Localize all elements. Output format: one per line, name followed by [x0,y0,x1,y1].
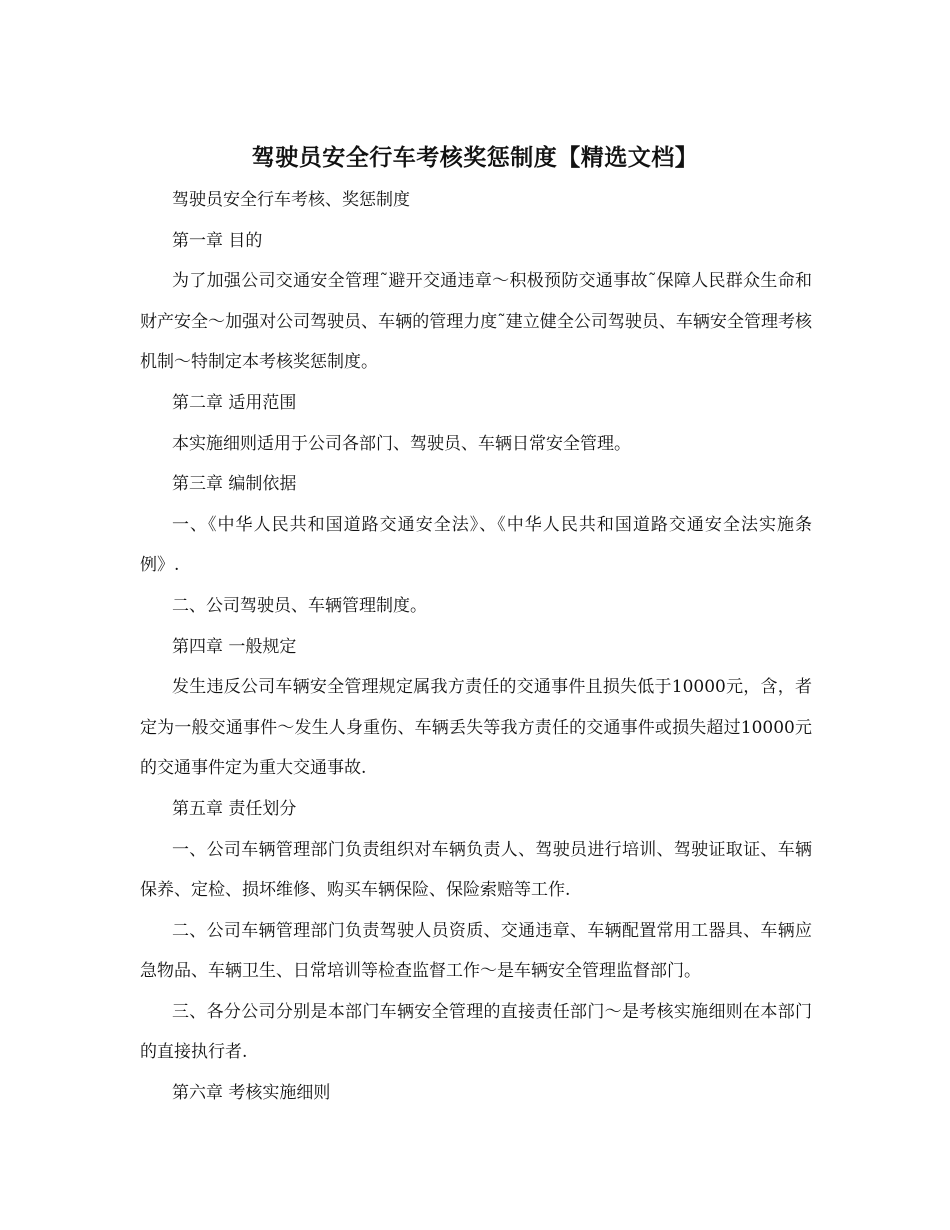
chapter-heading-5: 第五章 责任划分 [172,798,297,819]
chapter-heading-4: 第四章 一般规定 [172,636,297,657]
paragraph-responsibility-3: 三、各分公司分别是本部门车辆安全管理的直接责任部门～是考核实施细则在本部门的直接执行者. [140,1001,812,1063]
paragraph-responsibility-1: 一、公司车辆管理部门负责组织对车辆负责人、驾驶员进行培训、驾驶证取证、车辆保养、定检、损坏维修、购买车辆保险、保险索赔等工作. [140,839,812,901]
document-title: 驾驶员安全行车考核奖惩制度【精选文档】 [251,144,699,171]
document-body [140,180,812,1114]
chapter-heading-6: 第六章 考核实施细则 [172,1083,331,1104]
paragraph-basis-1: 一、《中华人民共和国道路交通安全法》、《中华人民共和国道路交通安全法实施条例》. [140,514,812,576]
paragraph-responsibility-2: 二、公司车辆管理部门负责驾驶人员资质、交通违章、车辆配置常用工器具、车辆应急物品、车辆卫生、日常培训等检查监督工作～是车辆安全管理监督部门。 [140,920,812,982]
paragraph-general-rules: 发生违反公司车辆安全管理规定属我方责任的交通事件且损失低于10000元，含，者定为一般交通事件～发生人身重伤、车辆丢失等我方责任的交通事件或损失超过10000元的交通事件定为重大交通事故. [140,677,812,779]
paragraph-subtitle: 驾驶员安全行车考核、奖惩制度 [172,190,410,210]
chapter-heading-3: 第三章 编制依据 [172,474,297,495]
paragraph-basis-2: 二、公司驾驶员、车辆管理制度。 [172,595,427,616]
paragraph-scope: 本实施细则适用于公司各部门、驾驶员、车辆日常安全管理。 [172,433,631,454]
paragraph-purpose: 为了加强公司交通安全管理˜避开交通违章～积极预防交通事故˜保障人民群众生命和财产安全～加强对公司驾驶员、车辆的管理力度˜建立健全公司驾驶员、车辆安全管理考核机制～特制定本考核奖惩制度。 [140,271,812,373]
chapter-heading-1: 第一章 目的 [172,230,263,251]
chapter-heading-2: 第二章 适用范围 [172,392,297,413]
